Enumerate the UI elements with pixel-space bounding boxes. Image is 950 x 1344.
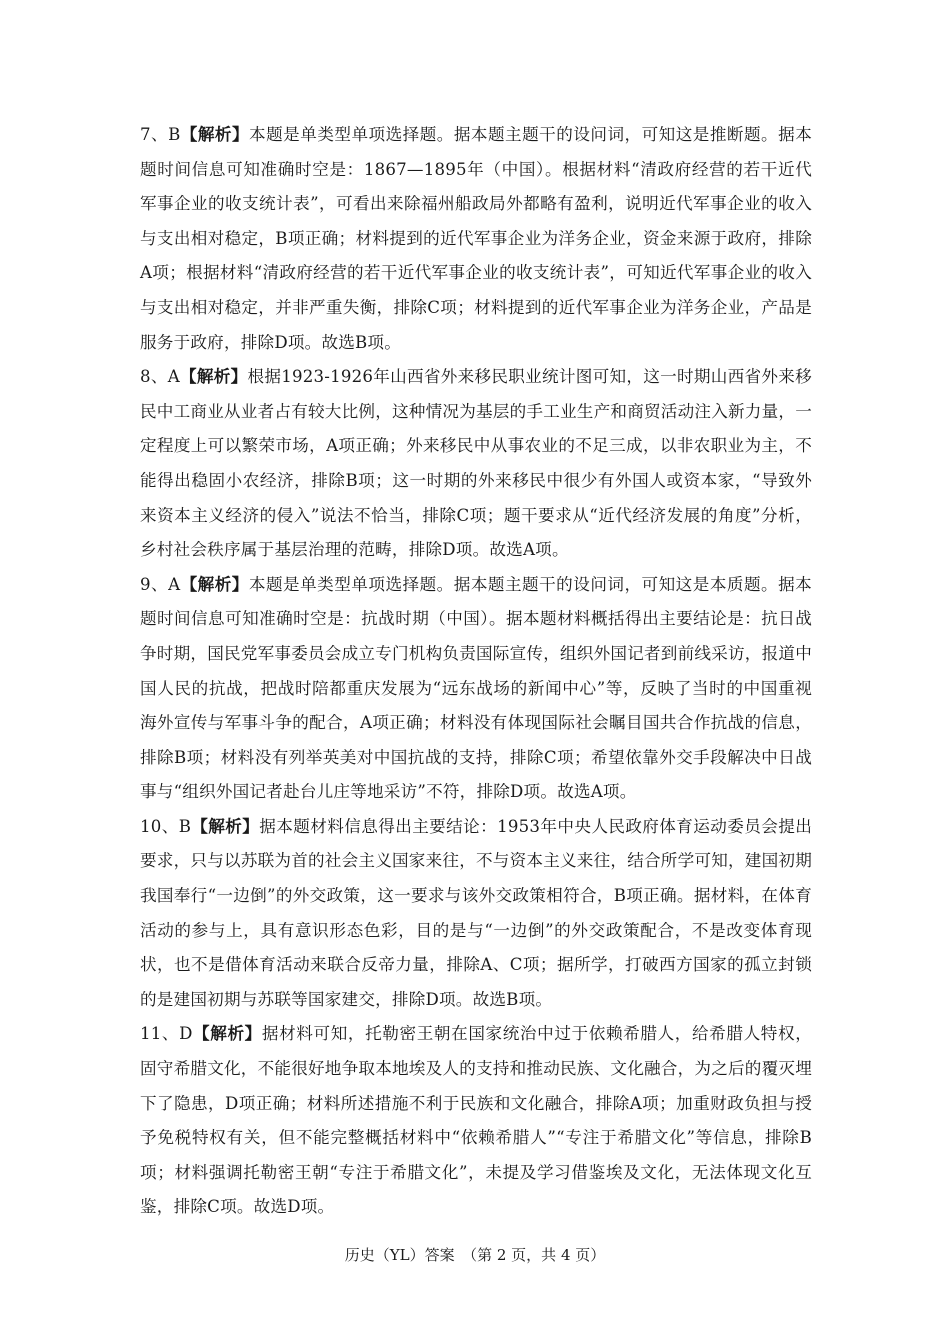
- answer-text: 据本题材料信息得出主要结论：1953年中央人民政府体育运动委员会提出要求，只与以苏联为首的社会主义国家来往，不与资本主义来往，结合所学可知，建国初期我国奉行“一边倒”的外交政策，这一要求与该外交政策相符合，B项正确。据材料，在体育活动的参与上，具有意识形态色彩，目的是与“一边倒”的外交政策配合，不是改变体育现状，也不是借体育活动来联合反帝力量，排除A、C项；据所学，打破西方国家的孤立封锁的是建国初期与苏联等国家建交，排除D项。故选B项。: [140, 816, 813, 1009]
- answer-number: 7、B: [140, 125, 181, 144]
- answer-9: [140, 568, 812, 810]
- page-footer: 历史（YL）答案 （第 2 页，共 4 页）: [344, 1246, 606, 1264]
- answer-text: 根据1923-1926年山西省外来移民职业统计图可知，这一时期山西省外来移民中工商业从业者占有较大比例，这种情况为基层的手工业生产和商贸活动注入新力量，一定程度上可以繁荣市场，A项正确；外来移民中从事农业的不足三成，以非农职业为主，不能得出稳固小农经济，排除B项；这一时期的外来移民中很少有外国人或资本家，“导致外来资本主义经济的侵入”说法不恰当，排除C项；题干要求从“近代经济发展的角度”分析，乡村社会秩序属于基层治理的范畴，排除D项。故选A项。: [140, 367, 812, 560]
- analysis-tag: 【解析】: [180, 125, 250, 144]
- answer-text: 本题是单类型单项选择题。据本题主题干的设问词，可知这是推断题。据本题时间信息可知准确时空是：1867—1895年（中国）。根据材料“清政府经营的若干近代军事企业的收支统计表”，可看出来除福州船政局外都略有盈利，说明近代军事企业的收入与支出相对稳定，B项正确；材料提到的近代军事企业为洋务企业，资金来源于政府，排除A项；根据材料“清政府经营的若干近代军事企业的收支统计表”，可知近代军事企业的收入与支出相对稳定，并非严重失衡，排除C项；材料提到的近代军事企业为洋务企业，产品是服务于政府，排除D项。故选B项。: [140, 125, 812, 352]
- analysis-tag: 【解析】: [192, 1024, 262, 1044]
- analysis-tag: 【解析】: [191, 816, 260, 836]
- answer-number: 8、A: [140, 367, 180, 387]
- answer-number: 10、B: [140, 816, 192, 836]
- answer-text: 本题是单类型单项选择题。据本题主题干的设问词，可知这是本质题。据本题时间信息可知准确时空是：抗战时期（中国）。据本题材料概括得出主要结论是：抗日战争时期，国民党军事委员会成立专门机构负责国际宣传，组织外国记者到前线采访，报道中国人民的抗战，把战时陪都重庆发展为“远东战场的新闻中心”等，反映了当时的中国重视海外宣传与军事斗争的配合，A项正确；材料没有体现国际社会瞩目国共合作抗战的信息，排除B项；材料没有列举英美对中国抗战的支持，排除C项；希望依靠外交手段解决中日战事与“组织外国记者赴台儿庄等地采访”不符，排除D项。故选A项。: [140, 574, 812, 802]
- analysis-tag: 【解析】: [179, 367, 248, 387]
- answer-list: [140, 118, 812, 1225]
- answer-number: 11、D: [140, 1024, 193, 1044]
- answer-10: [140, 810, 812, 1018]
- answer-8: [140, 360, 812, 568]
- answer-11: [140, 1017, 812, 1225]
- analysis-tag: 【解析】: [180, 574, 249, 594]
- answer-7: [140, 118, 812, 360]
- answer-number: 9、A: [140, 574, 181, 594]
- answer-text: 据材料可知，托勒密王朝在国家统治中过于依赖希腊人，给希腊人特权，固守希腊文化，不能很好地争取本地埃及人的支持和推动民族、文化融合，为之后的覆灭埋下了隐患，D项正确；材料所述措施不利于民族和文化融合，排除A项；加重财政负担与授予免税特权有关，但不能完整概括材料中“依赖希腊人”“专注于希腊文化”等信息，排除B项；材料强调托勒密王朝“专注于希腊文化”，未提及学习借鉴埃及文化，无法体现文化互鉴，排除C项。故选D项。: [140, 1024, 812, 1217]
